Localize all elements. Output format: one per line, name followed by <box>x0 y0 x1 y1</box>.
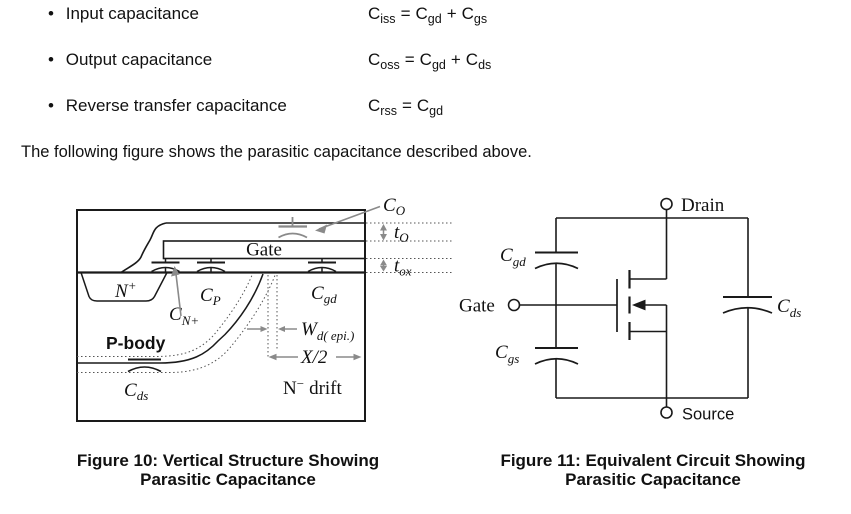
cp-capacitor-icon <box>197 259 225 273</box>
bullet-icon: • <box>48 4 54 23</box>
gate-label: Gate <box>246 239 282 261</box>
gate-label: Gate <box>459 295 495 317</box>
bullet-row-output <box>48 50 492 72</box>
figure10-caption-line1: Figure 10: Vertical Structure Showing <box>76 451 380 470</box>
bullet-icon: • <box>48 50 54 69</box>
wdepi-dimension-arrows <box>247 326 297 332</box>
bullet-row-input <box>48 4 488 26</box>
figure11-diagram <box>440 185 851 435</box>
bullet-label-output: Output capacitance <box>65 50 213 69</box>
figure11-caption <box>463 451 843 489</box>
source-terminal-circle <box>661 407 672 418</box>
to-label: $t_O$ <box>394 222 409 245</box>
figure10-caption-line2: Parasitic Capacitance <box>140 470 316 489</box>
tox-label: $t_{ox}$ <box>394 255 412 279</box>
cgs-label: $C_{gs}$ <box>495 342 520 366</box>
source-metal-edge <box>121 223 365 273</box>
mosfet-body-arrow-icon <box>632 300 646 311</box>
to-dimension-arrow <box>380 224 387 241</box>
gate-terminal-circle <box>509 300 520 311</box>
bullet-row-reverse <box>48 96 444 118</box>
figure11-caption-line1: Figure 11: Equivalent Circuit Showing <box>500 451 806 470</box>
source-label: Source <box>682 405 735 424</box>
cgd-label: $C_{gd}$ <box>500 245 526 269</box>
nplus-label: N+ <box>115 278 137 302</box>
cgd-capacitor-icon <box>308 259 336 273</box>
formula-coss: $C_{oss} = C_{gd} + C_{ds}$ <box>368 50 492 72</box>
cp-label: $C_P$ <box>200 285 221 308</box>
pbody-label: P-body <box>106 333 166 353</box>
xhalf-label: X/2 <box>301 347 328 368</box>
formula-crss: $C_{rss} = C_{gd}$ <box>368 96 444 118</box>
formula-ciss: $C_{iss} = C_{gd} + C_{gs}$ <box>368 4 488 26</box>
drain-terminal-circle <box>661 199 672 210</box>
bullet-label-reverse: Reverse transfer capacitance <box>65 96 287 115</box>
co-label: $C_O$ <box>383 195 406 218</box>
intro-paragraph: The following figure shows the parasitic capacitance described above. <box>21 143 532 161</box>
figure10-caption <box>43 451 413 489</box>
mosfet-symbol <box>617 270 667 398</box>
cds-capacitor-icon <box>128 360 161 372</box>
circuit-wires <box>520 210 749 407</box>
tox-dimension-arrow <box>380 260 387 272</box>
cds-label: $C_{ds}$ <box>777 296 802 320</box>
bullet-label-input: Input capacitance <box>65 4 199 23</box>
figure10-diagram <box>55 190 460 440</box>
wdepi-label: $W_{d( epi.)}$ <box>301 319 355 343</box>
ndrift-label: N− drift <box>283 376 342 399</box>
figure11-caption-line2: Parasitic Capacitance <box>565 470 741 489</box>
cgd-label: $C_{gd}$ <box>311 283 337 306</box>
drain-label: Drain <box>681 195 725 216</box>
cnplus-label: $C_{N+}$ <box>169 304 200 328</box>
cds-label: $C_{ds}$ <box>124 380 149 403</box>
bullet-icon: • <box>48 96 54 115</box>
co-capacitor-icon <box>279 217 308 238</box>
